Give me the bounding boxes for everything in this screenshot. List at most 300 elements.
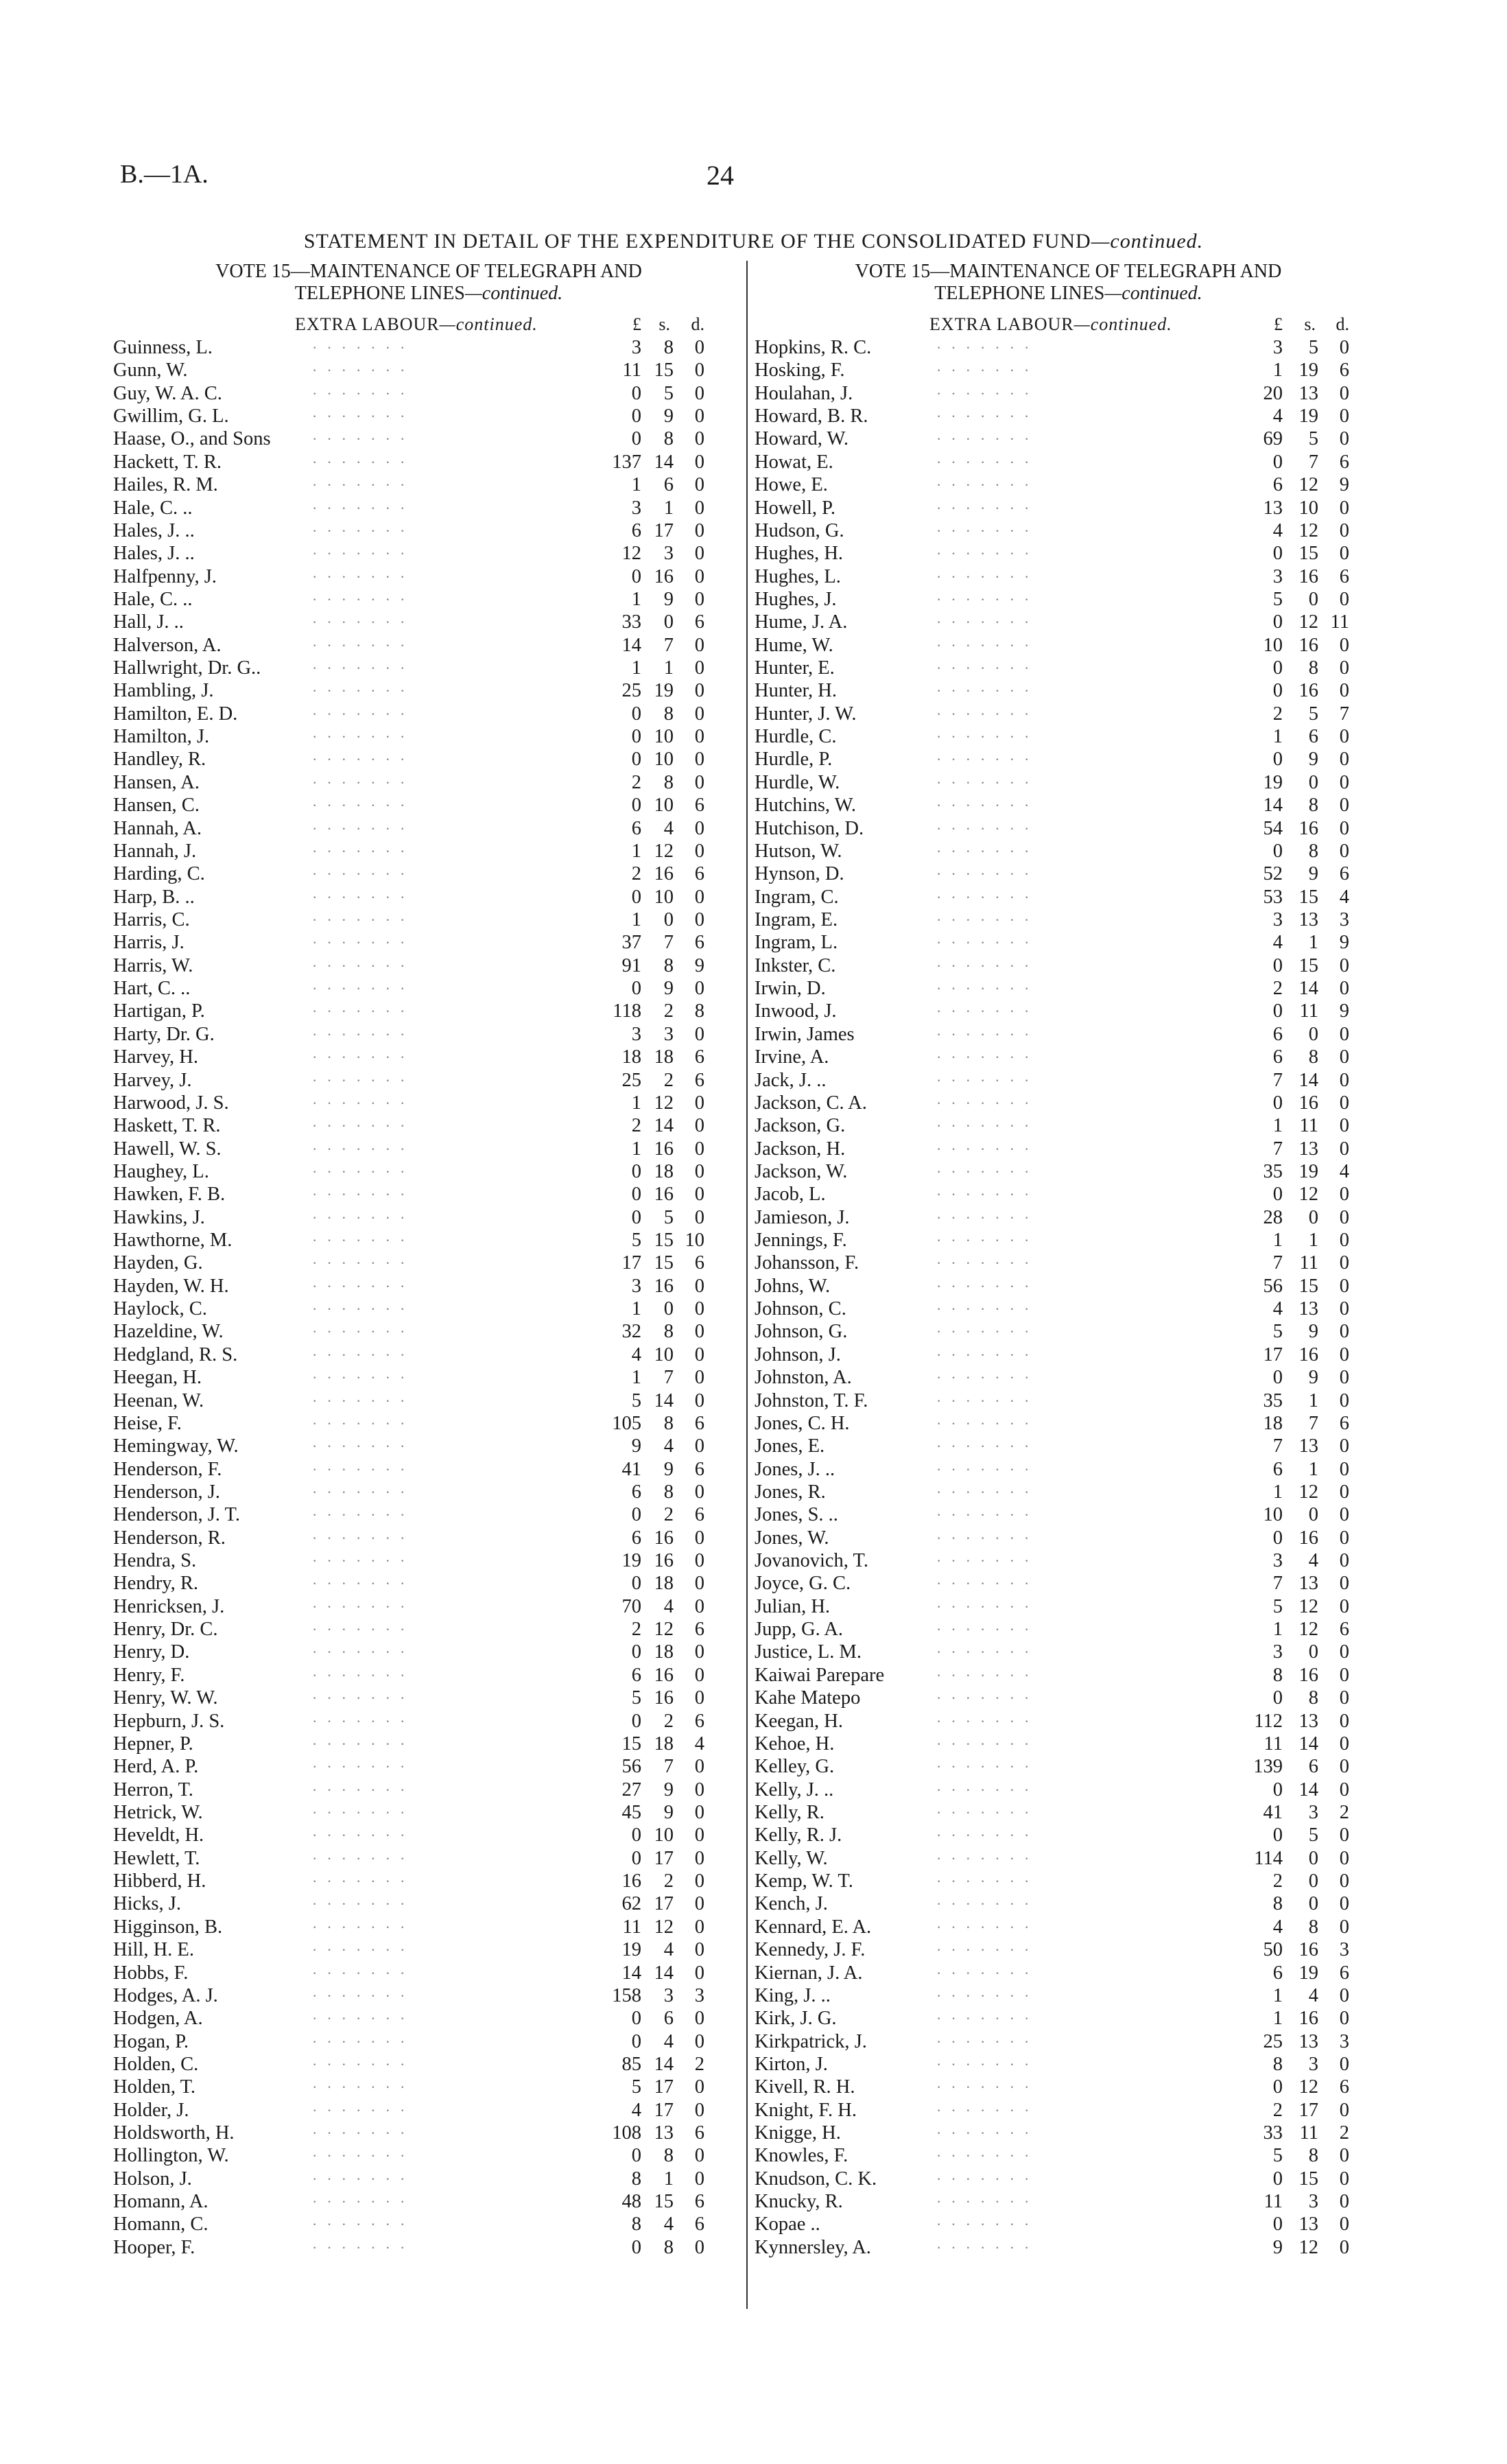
extra-labour-label: EXTRA LABOUR: [295, 314, 440, 334]
leader-dots: ·······: [936, 1392, 1039, 1409]
amount-pounds: 0: [1272, 2168, 1283, 2190]
amount-pence: 6: [694, 932, 704, 954]
amount-shillings: 0: [1308, 1504, 1318, 1526]
amount-pounds: 7: [1272, 1252, 1283, 1274]
extra-labour-continued: —continued.: [1073, 314, 1172, 334]
amount-shillings: 14: [1298, 978, 1318, 1000]
leader-dots: ·······: [936, 521, 1039, 539]
amount-shillings: 7: [1308, 451, 1318, 473]
amount-shillings: 16: [654, 1550, 674, 1572]
amount-pounds: 25: [1263, 2030, 1283, 2052]
table-row: [113, 1779, 744, 1801]
amount-shillings: 12: [1298, 2236, 1318, 2258]
amount-pounds: 8: [631, 2214, 641, 2236]
payee-name: Johns, W.: [755, 1275, 831, 1297]
leader-dots: ·······: [936, 2124, 1039, 2142]
amount-pence: 0: [1339, 1893, 1349, 1915]
payee-name: Jones, C. H.: [755, 1412, 850, 1434]
amount-shillings: 9: [663, 978, 674, 1000]
amount-shillings: 6: [663, 474, 674, 496]
payee-name: Kirk, J. G.: [755, 2008, 837, 2030]
table-row: [113, 1801, 744, 1824]
amount-shillings: 17: [1298, 2099, 1318, 2121]
leader-dots: ·······: [936, 2055, 1039, 2073]
amount-shillings: 5: [1308, 337, 1318, 358]
amount-shillings: 16: [1298, 1939, 1318, 1961]
payee-name: Hurdle, P.: [755, 749, 833, 771]
payee-name: Howell, P.: [755, 497, 835, 519]
amount-pence: 0: [694, 634, 704, 656]
leader-dots: ·······: [936, 1094, 1039, 1112]
payee-name: Kelly, W.: [755, 1847, 828, 1869]
leader-dots: ·······: [312, 1575, 415, 1593]
payee-name: Jackson, G.: [755, 1115, 846, 1137]
table-row: [113, 359, 744, 382]
leader-dots: ·······: [936, 659, 1039, 677]
leader-dots: ·······: [936, 590, 1039, 608]
amount-pounds: 0: [631, 1847, 641, 1869]
table-row: [755, 1275, 1382, 1298]
amount-pence: 0: [694, 1847, 704, 1869]
amount-pounds: 1: [631, 657, 641, 679]
payee-name: Hurdle, W.: [755, 771, 840, 793]
payee-name: Hayden, W. H.: [113, 1275, 229, 1297]
amount-pence: 0: [1339, 1458, 1349, 1480]
amount-shillings: 8: [663, 954, 674, 976]
table-row: [113, 1962, 744, 1984]
amount-pounds: 4: [1272, 1298, 1283, 1320]
leader-dots: ·······: [312, 430, 415, 448]
amount-pence: 0: [1339, 2053, 1349, 2075]
payee-name: Holder, J.: [113, 2099, 189, 2121]
payee-name: Homann, A.: [113, 2191, 209, 2213]
amount-pounds: 7: [1272, 1069, 1283, 1091]
leader-dots: ·······: [936, 1964, 1039, 1982]
payee-name: Johnson, J.: [755, 1344, 841, 1365]
amount-shillings: 4: [663, 1595, 674, 1617]
leader-dots: ·······: [936, 1689, 1039, 1707]
payee-name: Guy, W. A. C.: [113, 382, 222, 404]
amount-shillings: 9: [1308, 1321, 1318, 1343]
amount-shillings: 16: [654, 1184, 674, 1206]
amount-shillings: 4: [663, 1939, 674, 1961]
amount-shillings: 12: [1298, 1595, 1318, 1617]
table-row: [113, 1572, 744, 1595]
amount-shillings: 13: [1298, 1710, 1318, 1732]
amount-pounds: 0: [631, 1824, 641, 1846]
amount-shillings: 13: [654, 2122, 674, 2144]
leader-dots: ·······: [936, 2216, 1039, 2233]
amount-pence: 3: [1339, 1939, 1349, 1961]
payee-name: Hodgen, A.: [113, 2008, 203, 2030]
leader-dots: ·······: [936, 911, 1039, 928]
amount-shillings: 9: [1308, 1367, 1318, 1389]
amount-pence: 0: [1339, 1092, 1349, 1114]
payee-name: Jacob, L.: [755, 1184, 826, 1206]
amount-pounds: 1: [631, 1138, 641, 1160]
payee-name: Jackson, C. A.: [755, 1092, 867, 1114]
amount-shillings: 3: [1308, 2053, 1318, 2075]
leader-dots: ·······: [312, 1758, 415, 1776]
amount-pence: 0: [694, 1389, 704, 1411]
amount-pounds: 8: [631, 2168, 641, 2190]
payee-name: Handley, R.: [113, 749, 206, 771]
payee-name: Hughes, L.: [755, 565, 841, 587]
payee-name: Hale, C. ..: [113, 588, 193, 610]
payee-name: Hughes, J.: [755, 588, 837, 610]
table-row: [755, 1046, 1382, 1068]
amount-shillings: 0: [1308, 588, 1318, 610]
amount-pounds: 118: [613, 1000, 641, 1022]
table-row: [113, 1344, 744, 1366]
amount-pence: 6: [1339, 451, 1349, 473]
payee-name: Henry, D.: [113, 1641, 190, 1663]
amount-shillings: 10: [654, 1824, 674, 1846]
amount-pence: 0: [1339, 1984, 1349, 2006]
table-row: [113, 725, 744, 748]
table-row: [755, 1824, 1382, 1846]
table-row: [755, 1000, 1382, 1022]
payee-name: Hazeldine, W.: [113, 1321, 224, 1343]
amount-pence: 0: [1339, 382, 1349, 404]
amount-shillings: 1: [663, 657, 674, 679]
amount-pence: 0: [1339, 1115, 1349, 1137]
amount-pence: 4: [694, 1733, 704, 1755]
shillings-header: s.: [1304, 314, 1316, 334]
amount-pence: 9: [1339, 932, 1349, 954]
amount-pounds: 3: [631, 1275, 641, 1297]
amount-shillings: 12: [654, 1092, 674, 1114]
amount-shillings: 16: [1298, 680, 1318, 702]
leader-dots: ·······: [936, 705, 1039, 723]
amount-pounds: 6: [1272, 1962, 1283, 1984]
leader-dots: ·······: [312, 476, 415, 494]
leader-dots: ·······: [312, 2216, 415, 2233]
table-row: [755, 1641, 1382, 1663]
amount-shillings: 18: [654, 1573, 674, 1595]
leader-dots: ·······: [312, 636, 415, 654]
leader-dots: ·······: [312, 1460, 415, 1478]
table-row: [755, 679, 1382, 702]
amount-pounds: 14: [621, 634, 641, 656]
table-row: [755, 1618, 1382, 1641]
amount-shillings: 10: [654, 886, 674, 908]
payee-name: Hale, C. ..: [113, 497, 193, 519]
amount-pounds: 2: [631, 863, 641, 885]
amount-pence: 0: [1339, 1870, 1349, 1892]
amount-pence: 0: [694, 1893, 704, 1915]
leader-dots: ·······: [936, 1162, 1039, 1180]
table-row: [113, 382, 744, 405]
amount-shillings: 9: [663, 1458, 674, 1480]
table-row: [113, 451, 744, 473]
leader-dots: ·······: [936, 2101, 1039, 2119]
leader-dots: ·······: [936, 1941, 1039, 1959]
leader-dots: ·······: [312, 339, 415, 356]
amount-pence: 0: [1339, 817, 1349, 839]
table-row: [113, 886, 744, 908]
leader-dots: ·······: [936, 1895, 1039, 1913]
amount-pence: 0: [1339, 840, 1349, 862]
table-row: [113, 634, 744, 657]
amount-shillings: 18: [654, 1733, 674, 1755]
amount-pence: 3: [1339, 908, 1349, 930]
amount-pounds: 19: [621, 1550, 641, 1572]
amount-pence: 0: [694, 1527, 704, 1549]
amount-pence: 0: [1339, 1824, 1349, 1846]
amount-pounds: 0: [1272, 749, 1283, 771]
amount-pounds: 3: [631, 337, 641, 358]
amount-shillings: 10: [654, 726, 674, 748]
payee-name: Hartigan, P.: [113, 1000, 205, 1022]
amount-shillings: 4: [1308, 1984, 1318, 2006]
table-row: [113, 2076, 744, 2098]
payee-name: Kennard, E. A.: [755, 1916, 872, 1938]
table-row: [755, 2007, 1382, 2030]
amount-pounds: 0: [1272, 1779, 1283, 1800]
amount-pounds: 56: [1263, 1275, 1283, 1297]
table-row: [113, 657, 744, 679]
amount-pounds: 33: [1263, 2122, 1283, 2144]
leader-dots: ·······: [312, 1300, 415, 1318]
payee-name: Inkster, C.: [755, 954, 836, 976]
pence-header: d.: [691, 314, 704, 334]
payee-name: Hill, H. E.: [113, 1939, 194, 1961]
amount-shillings: 1: [663, 2168, 674, 2190]
amount-pounds: 6: [1272, 1023, 1283, 1045]
amount-pounds: 0: [631, 726, 641, 748]
amount-shillings: 8: [663, 1412, 674, 1434]
amount-shillings: 19: [654, 680, 674, 702]
table-row: [113, 1092, 744, 1114]
leader-dots: ·······: [312, 957, 415, 974]
amount-pounds: 1: [1272, 1619, 1283, 1641]
leader-dots: ·······: [936, 1460, 1039, 1478]
amount-shillings: 15: [1298, 543, 1318, 565]
table-row: [113, 1916, 744, 1938]
payee-name: Hunter, J. W.: [755, 703, 857, 725]
amount-shillings: 19: [1298, 360, 1318, 382]
amount-pounds: 0: [1272, 1184, 1283, 1206]
table-row: [113, 703, 744, 725]
amount-pounds: 3: [1272, 908, 1283, 930]
payee-name: Haughey, L.: [113, 1160, 209, 1182]
amount-pence: 0: [694, 726, 704, 748]
amount-shillings: 16: [654, 1664, 674, 1686]
leader-dots: ·······: [312, 1643, 415, 1661]
payee-name: King, J. ..: [755, 1984, 831, 2006]
payee-name: Hallwright, Dr. G..: [113, 657, 261, 679]
table-row: [755, 771, 1382, 794]
table-row: [755, 427, 1382, 450]
table-row: [755, 1252, 1382, 1274]
payee-name: Henderson, J. T.: [113, 1504, 240, 1526]
leader-dots: ·······: [312, 980, 415, 998]
vote-heading-line2: [755, 283, 1382, 305]
amount-pence: 0: [694, 1687, 704, 1709]
amount-shillings: 8: [1308, 2145, 1318, 2167]
amount-pence: 0: [694, 1939, 704, 1961]
table-row: [755, 336, 1382, 359]
amount-pounds: 17: [621, 1252, 641, 1274]
amount-shillings: 1: [663, 497, 674, 519]
payee-name: Henry, F.: [113, 1664, 185, 1686]
amount-pence: 0: [694, 1664, 704, 1686]
amount-pounds: 0: [1272, 1000, 1283, 1022]
payee-name: Harding, C.: [113, 863, 205, 885]
leader-dots: ·······: [312, 1506, 415, 1524]
table-row: [755, 2099, 1382, 2122]
extra-labour-continued: —continued.: [439, 314, 538, 334]
amount-pence: 0: [694, 1344, 704, 1365]
amount-pence: 0: [694, 428, 704, 450]
amount-pounds: 0: [1272, 1824, 1283, 1846]
payee-name: Harwood, J. S.: [113, 1092, 229, 1114]
leader-dots: ·······: [312, 2193, 415, 2211]
leader-dots: ·······: [312, 545, 415, 563]
table-row: [113, 1847, 744, 1870]
amount-shillings: 0: [663, 611, 674, 633]
amount-shillings: 9: [663, 1802, 674, 1823]
amount-pounds: 0: [631, 886, 641, 908]
table-row: [755, 1503, 1382, 1526]
amount-shillings: 2: [663, 1000, 674, 1022]
amount-shillings: 1: [1308, 1458, 1318, 1480]
payee-name: Herd, A. P.: [113, 1756, 199, 1778]
amount-pounds: 28: [1263, 1206, 1283, 1228]
payee-name: Hooper, F.: [113, 2236, 195, 2258]
leader-dots: ·······: [312, 865, 415, 883]
payee-name: Guinness, L.: [113, 337, 213, 358]
amount-shillings: 14: [654, 1389, 674, 1411]
table-row: [755, 1389, 1382, 1412]
amount-shillings: 18: [654, 1641, 674, 1663]
amount-shillings: 14: [1298, 1733, 1318, 1755]
pounds-header: £: [632, 314, 641, 334]
table-row: [755, 1458, 1382, 1481]
extra-labour-label: EXTRA LABOUR: [929, 314, 1074, 334]
leader-dots: ·······: [312, 705, 415, 723]
table-row: [113, 1549, 744, 1572]
amount-pence: 9: [1339, 474, 1349, 496]
table-row: [113, 519, 744, 542]
amount-shillings: 9: [663, 406, 674, 427]
payee-name: Jack, J. ..: [755, 1069, 827, 1091]
amount-pounds: 0: [631, 428, 641, 450]
amount-shillings: 12: [1298, 1619, 1318, 1641]
payee-name: Holson, J.: [113, 2168, 192, 2190]
amount-shillings: 11: [1299, 1252, 1318, 1274]
amount-pounds: 70: [621, 1595, 641, 1617]
leader-dots: ·······: [936, 1735, 1039, 1752]
amount-pence: 6: [694, 1412, 704, 1434]
table-row: [755, 565, 1382, 588]
amount-pounds: 18: [1263, 1412, 1283, 1434]
payee-name: Jupp, G. A.: [755, 1619, 844, 1641]
amount-shillings: 7: [663, 1756, 674, 1778]
amount-pence: 0: [1339, 1069, 1349, 1091]
payee-name: Henderson, R.: [113, 1527, 226, 1549]
amount-pence: 0: [1339, 1367, 1349, 1389]
amount-pounds: 10: [1263, 634, 1283, 656]
amount-shillings: 17: [654, 1847, 674, 1869]
amount-shillings: 5: [663, 1206, 674, 1228]
amount-shillings: 8: [663, 428, 674, 450]
leader-dots: ·······: [312, 1140, 415, 1158]
amount-pounds: 53: [1263, 886, 1283, 908]
leader-dots: ·······: [936, 1758, 1039, 1776]
amount-pence: 0: [694, 519, 704, 541]
table-row: [113, 1481, 744, 1503]
amount-pence: 6: [1339, 1619, 1349, 1641]
amount-pence: 0: [1339, 634, 1349, 656]
table-row: [113, 1870, 744, 1892]
amount-pence: 0: [1339, 1779, 1349, 1800]
amount-pence: 6: [1339, 360, 1349, 382]
leader-dots: ·······: [312, 1986, 415, 2004]
payee-name: Hemingway, W.: [113, 1435, 239, 1457]
amount-shillings: 3: [663, 1984, 674, 2006]
table-row: [113, 2168, 744, 2190]
amount-pence: 0: [1339, 1573, 1349, 1595]
leader-dots: ·······: [936, 567, 1039, 585]
leader-dots: ·······: [312, 1873, 415, 1890]
amount-pounds: 105: [612, 1412, 641, 1434]
left-entries: [113, 336, 744, 2259]
amount-pence: 6: [694, 1458, 704, 1480]
amount-shillings: 8: [1308, 1916, 1318, 1938]
extra-labour-heading: [929, 314, 1172, 335]
table-row: [113, 1298, 744, 1320]
amount-pounds: 62: [621, 1893, 641, 1915]
leader-dots: ·······: [936, 2078, 1039, 2096]
amount-pence: 0: [694, 474, 704, 496]
amount-pounds: 16: [621, 1870, 641, 1892]
payee-name: Kivell, R. H.: [755, 2076, 855, 2098]
amount-pence: 0: [694, 817, 704, 839]
amount-pounds: 4: [631, 1344, 641, 1365]
shillings-header: s.: [658, 314, 670, 334]
amount-shillings: 16: [654, 1527, 674, 1549]
amount-shillings: 16: [654, 1138, 674, 1160]
leader-dots: ·······: [312, 2078, 415, 2096]
amount-pence: 8: [694, 1000, 704, 1022]
amount-pence: 0: [1339, 428, 1349, 450]
amount-pounds: 158: [612, 1984, 641, 2006]
amount-pounds: 139: [1253, 1756, 1283, 1778]
amount-shillings: 14: [654, 451, 674, 473]
payee-name: Inwood, J.: [755, 1000, 837, 1022]
amount-shillings: 8: [663, 703, 674, 725]
leader-dots: ·······: [312, 1254, 415, 1272]
table-row: [755, 1527, 1382, 1549]
amount-pence: 0: [1339, 1023, 1349, 1045]
amount-pounds: 2: [631, 771, 641, 793]
table-row: [113, 817, 744, 840]
leader-dots: ·······: [312, 1666, 415, 1684]
amount-pounds: 3: [1272, 565, 1283, 587]
amount-pence: 0: [694, 1824, 704, 1846]
leader-dots: ·······: [936, 636, 1039, 654]
amount-pence: 6: [1339, 1412, 1349, 1434]
amount-shillings: 14: [1298, 1069, 1318, 1091]
amount-shillings: 0: [1308, 1641, 1318, 1663]
amount-pounds: 2: [631, 1115, 641, 1137]
payee-name: Hicks, J.: [113, 1893, 181, 1915]
amount-shillings: 11: [1299, 2122, 1318, 2144]
amount-pence: 6: [694, 2214, 704, 2236]
leader-dots: ·······: [936, 842, 1039, 860]
